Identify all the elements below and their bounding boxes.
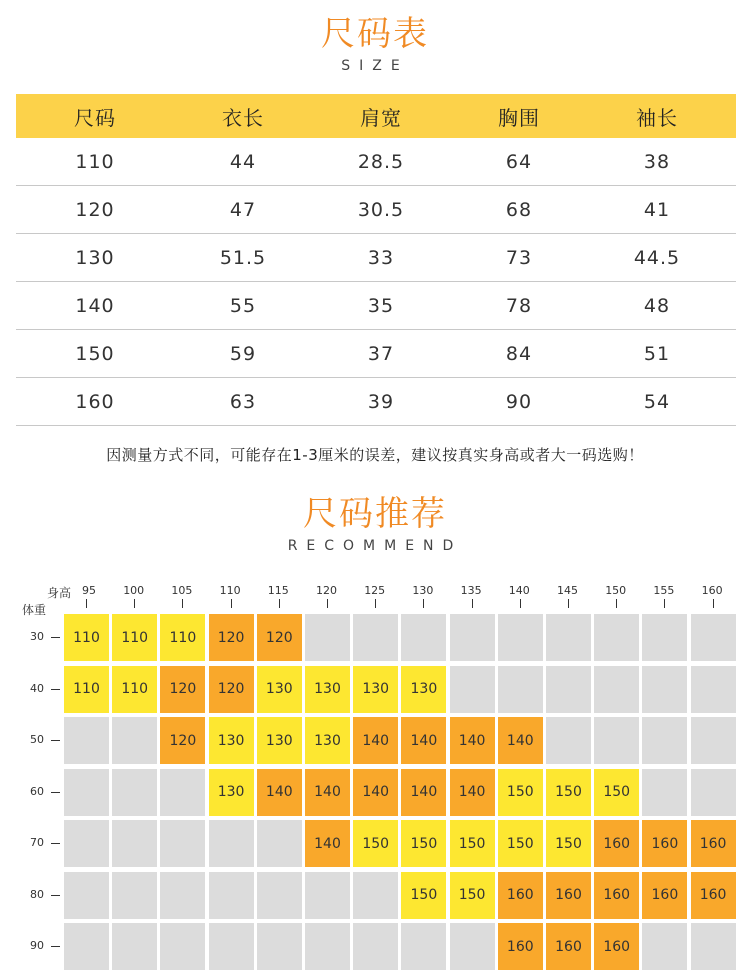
cell-sleeve: 41 (643, 198, 671, 221)
empty-grid-cell (353, 923, 398, 970)
empty-grid-cell (450, 614, 495, 661)
size-table-row (16, 234, 736, 282)
size-table-row (16, 330, 736, 378)
recommended-size-cell: 120 (209, 666, 254, 713)
recommended-size-cell: 140 (498, 717, 543, 764)
cell-chest: 64 (505, 150, 533, 173)
cell-size: 120 (75, 198, 115, 221)
cell-shoulder: 28.5 (357, 150, 405, 173)
size-recommend-grid (0, 580, 750, 960)
empty-grid-cell (64, 769, 109, 816)
cell-length: 47 (229, 198, 257, 221)
cell-sleeve: 54 (643, 390, 671, 413)
empty-grid-cell (642, 923, 687, 970)
weight-tick-label: 60 (30, 784, 44, 798)
empty-grid-cell (112, 769, 157, 816)
height-tick (423, 599, 424, 608)
height-tick-label: 130 (412, 584, 434, 597)
empty-grid-cell (64, 923, 109, 970)
cell-sleeve: 44.5 (633, 246, 681, 269)
recommended-size-cell: 160 (691, 820, 736, 867)
measurement-note: 因测量方式不同，可能存在1-3厘米的误差，建议按真实身高或者大一码选购！ (106, 446, 644, 464)
empty-grid-cell (642, 769, 687, 816)
empty-grid-cell (546, 717, 591, 764)
empty-grid-cell (546, 666, 591, 713)
empty-grid-cell (209, 872, 254, 919)
recommended-size-cell: 130 (209, 717, 254, 764)
recommended-size-cell: 140 (353, 769, 398, 816)
empty-grid-cell (305, 614, 350, 661)
height-tick (375, 599, 376, 608)
empty-grid-cell (305, 923, 350, 970)
cell-length: 44 (229, 150, 257, 173)
height-tick (472, 599, 473, 608)
height-tick (713, 599, 714, 608)
empty-grid-cell (160, 872, 205, 919)
height-tick-label: 125 (364, 584, 386, 597)
empty-grid-cell (691, 769, 736, 816)
cell-chest: 68 (505, 198, 533, 221)
height-tick-label: 115 (267, 584, 289, 597)
recommended-size-cell: 140 (257, 769, 302, 816)
empty-grid-cell (112, 820, 157, 867)
height-tick-label: 105 (171, 584, 193, 597)
cell-shoulder: 39 (367, 390, 395, 413)
empty-grid-cell (450, 923, 495, 970)
empty-grid-cell (160, 769, 205, 816)
recommended-size-cell: 150 (353, 820, 398, 867)
empty-grid-cell (257, 872, 302, 919)
weight-tick-label: 80 (30, 887, 44, 901)
header-shoulder: 肩宽 (360, 105, 402, 130)
recommended-size-cell: 160 (594, 923, 639, 970)
recommended-size-cell: 150 (546, 769, 591, 816)
cell-size: 140 (75, 294, 115, 317)
recommended-size-cell: 120 (160, 717, 205, 764)
recommended-size-cell: 130 (305, 666, 350, 713)
recommended-size-cell: 120 (257, 614, 302, 661)
height-tick (182, 599, 183, 608)
recommended-size-cell: 150 (546, 820, 591, 867)
recommended-size-cell: 160 (546, 872, 591, 919)
recommended-size-cell: 160 (546, 923, 591, 970)
weight-tick (51, 637, 60, 638)
recommended-size-cell: 130 (305, 717, 350, 764)
height-tick-label: 95 (82, 584, 96, 597)
empty-grid-cell (691, 614, 736, 661)
recommended-size-cell: 160 (594, 820, 639, 867)
empty-grid-cell (401, 614, 446, 661)
recommended-size-cell: 120 (209, 614, 254, 661)
recommended-size-cell: 110 (112, 614, 157, 661)
cell-chest: 78 (505, 294, 533, 317)
recommend-title: 尺码推荐 (303, 494, 447, 534)
recommended-size-cell: 140 (305, 769, 350, 816)
height-tick-label: 140 (508, 584, 530, 597)
cell-length: 59 (229, 342, 257, 365)
empty-grid-cell (594, 666, 639, 713)
recommended-size-cell: 160 (642, 872, 687, 919)
height-tick-label: 110 (219, 584, 241, 597)
height-tick (616, 599, 617, 608)
weight-tick-label: 90 (30, 939, 44, 952)
empty-grid-cell (353, 614, 398, 661)
cell-sleeve: 51 (643, 342, 671, 365)
weight-tick (51, 946, 60, 947)
recommended-size-cell: 150 (498, 769, 543, 816)
recommended-size-cell: 130 (209, 769, 254, 816)
height-tick (86, 599, 87, 608)
height-tick (134, 599, 135, 608)
recommended-size-cell: 160 (642, 820, 687, 867)
size-table-row (16, 186, 736, 234)
height-tick (568, 599, 569, 608)
weight-axis-label: 体重 (22, 603, 47, 617)
weight-tick-label: 50 (30, 733, 44, 746)
weight-tick (51, 740, 60, 741)
recommended-size-cell: 150 (450, 820, 495, 867)
height-tick-label: 155 (653, 584, 675, 597)
cell-chest: 84 (505, 342, 533, 365)
empty-grid-cell (64, 872, 109, 919)
size-table-row (16, 282, 736, 330)
height-tick-label: 100 (123, 584, 145, 597)
height-tick-label: 135 (460, 584, 482, 597)
weight-tick-label: 40 (30, 681, 44, 695)
empty-grid-cell (691, 923, 736, 970)
empty-grid-cell (64, 820, 109, 867)
recommended-size-cell: 130 (401, 666, 446, 713)
height-tick (520, 599, 521, 608)
size-table-row (16, 378, 736, 426)
empty-grid-cell (257, 820, 302, 867)
empty-grid-cell (498, 614, 543, 661)
weight-tick (51, 895, 60, 896)
recommended-size-cell: 160 (498, 923, 543, 970)
empty-grid-cell (401, 923, 446, 970)
empty-grid-cell (691, 717, 736, 764)
height-tick (664, 599, 665, 608)
recommended-size-cell: 110 (64, 666, 109, 713)
cell-sleeve: 38 (643, 150, 671, 173)
size-table-title: 尺码表 (321, 14, 429, 54)
empty-grid-cell (546, 614, 591, 661)
empty-grid-cell (498, 666, 543, 713)
recommended-size-cell: 160 (691, 872, 736, 919)
size-table-subtitle: SIZE (341, 58, 409, 74)
empty-grid-cell (64, 717, 109, 764)
weight-tick (51, 792, 60, 793)
recommended-size-cell: 160 (594, 872, 639, 919)
recommended-size-cell: 150 (401, 820, 446, 867)
recommended-size-cell: 160 (498, 872, 543, 919)
empty-grid-cell (209, 820, 254, 867)
cell-length: 63 (229, 390, 257, 413)
cell-chest: 90 (505, 390, 533, 413)
cell-size: 110 (75, 150, 115, 173)
header-chest: 胸围 (498, 105, 540, 130)
height-tick-label: 145 (557, 584, 578, 597)
height-tick (279, 599, 280, 608)
recommended-size-cell: 130 (353, 666, 398, 713)
recommended-size-cell: 140 (353, 717, 398, 764)
recommended-size-cell: 110 (112, 666, 157, 713)
recommended-size-cell: 110 (160, 614, 205, 661)
recommended-size-cell: 110 (64, 614, 109, 661)
height-tick-label: 160 (701, 584, 723, 597)
empty-grid-cell (594, 717, 639, 764)
empty-grid-cell (450, 666, 495, 713)
cell-shoulder: 37 (367, 342, 395, 365)
cell-length: 55 (229, 294, 257, 317)
header-length: 衣长 (222, 105, 264, 130)
recommended-size-cell: 140 (401, 769, 446, 816)
header-size: 尺码 (74, 105, 116, 130)
cell-size: 160 (75, 390, 115, 413)
recommended-size-cell: 140 (305, 820, 350, 867)
cell-size: 150 (75, 342, 115, 365)
size-table (16, 94, 736, 426)
recommended-size-cell: 150 (401, 872, 446, 919)
recommended-size-cell: 120 (160, 666, 205, 713)
header-sleeve: 袖长 (636, 105, 678, 130)
height-tick (327, 599, 328, 608)
cell-shoulder: 35 (367, 294, 395, 317)
recommended-size-cell: 130 (257, 717, 302, 764)
empty-grid-cell (160, 820, 205, 867)
cell-shoulder: 33 (367, 246, 395, 269)
height-tick-label: 150 (605, 584, 627, 597)
recommended-size-cell: 140 (450, 769, 495, 816)
height-axis-label: 身高 (47, 586, 72, 600)
cell-sleeve: 48 (643, 294, 671, 317)
empty-grid-cell (353, 872, 398, 919)
empty-grid-cell (642, 614, 687, 661)
cell-chest: 73 (505, 246, 533, 269)
recommended-size-cell: 150 (450, 872, 495, 919)
empty-grid-cell (642, 666, 687, 713)
recommended-size-cell: 140 (450, 717, 495, 764)
empty-grid-cell (112, 923, 157, 970)
weight-tick (51, 689, 60, 690)
empty-grid-cell (209, 923, 254, 970)
size-table-row (16, 138, 736, 186)
recommended-size-cell: 140 (401, 717, 446, 764)
empty-grid-cell (691, 666, 736, 713)
weight-tick-label: 70 (30, 836, 44, 849)
empty-grid-cell (112, 717, 157, 764)
empty-grid-cell (112, 872, 157, 919)
cell-shoulder: 30.5 (357, 198, 405, 221)
cell-size: 130 (75, 246, 115, 269)
weight-tick (51, 843, 60, 844)
empty-grid-cell (594, 614, 639, 661)
empty-grid-cell (257, 923, 302, 970)
weight-tick-label: 30 (30, 630, 44, 643)
recommend-subtitle: RECOMMEND (287, 538, 463, 554)
recommended-size-cell: 130 (257, 666, 302, 713)
cell-length: 51.5 (219, 246, 267, 269)
recommended-size-cell: 150 (498, 820, 543, 867)
size-table-header (16, 94, 736, 138)
height-tick (231, 599, 232, 608)
recommended-size-cell: 150 (594, 769, 639, 816)
empty-grid-cell (642, 717, 687, 764)
empty-grid-cell (160, 923, 205, 970)
height-tick-label: 120 (316, 584, 337, 597)
empty-grid-cell (305, 872, 350, 919)
